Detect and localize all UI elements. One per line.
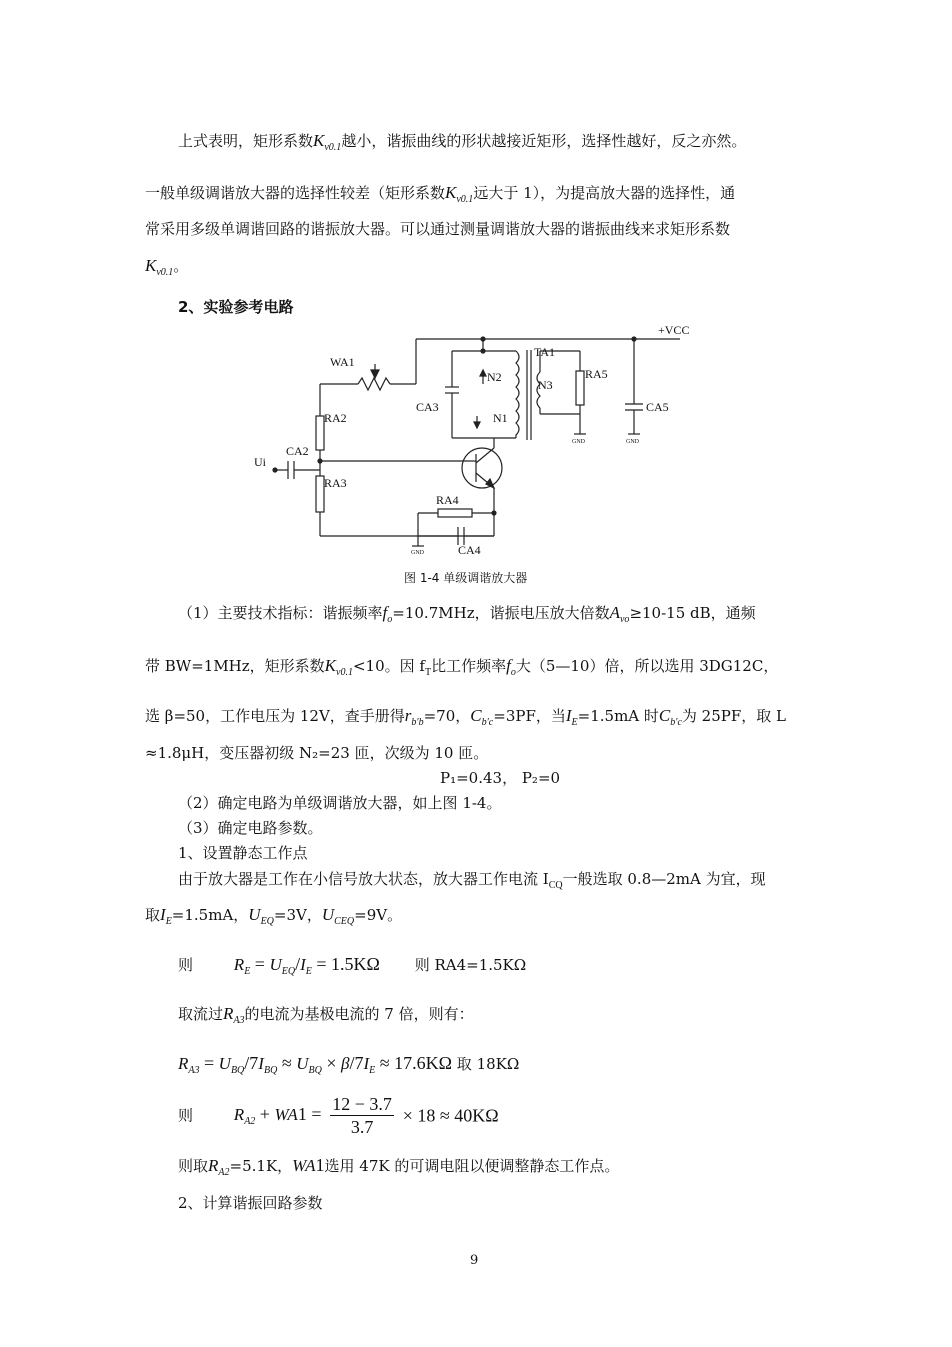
- label-ui: Ui: [254, 455, 266, 469]
- fraction: $\frac{12 - 3.7}{3.7}$: [332, 1094, 392, 1137]
- paragraph-line: 则取$R_{A2}=5.1K$，WA1选用 47K 的可调电阻以便调整静态工作点。: [178, 1155, 620, 1178]
- circuit-diagram: [240, 318, 700, 563]
- equation-line: 则 $R_E = U_{EQ}/I_E = 1.5K\Omega$ 则 RA4=1.5KΩ: [178, 954, 527, 977]
- paragraph-line: 常采用多级单调谐回路的谐振放大器。可以通过测量调谐放大器的谐振曲线来求矩形系数: [145, 220, 731, 238]
- label-gnd: GND: [572, 439, 585, 445]
- paragraph-line: ≈1.8μH，变压器初级 N₂=23 匝，次级为 10 匝。: [145, 744, 489, 762]
- label-n1: N1: [493, 411, 508, 425]
- paragraph-line: （2）确定电路为单级调谐放大器，如上图 1-4。: [178, 794, 502, 812]
- paragraph-line: 一般单级调谐放大器的选择性较差（矩形系数$K_{v0.1}$远大于 1），为提高放大器的选择性，通: [145, 183, 736, 205]
- paragraph-line: 2、计算谐振回路参数: [178, 1194, 323, 1212]
- paragraph-line: P₁=0.43， P₂=0: [440, 769, 561, 787]
- label-ra4: RA4: [436, 493, 459, 507]
- label-gnd: GND: [411, 550, 424, 556]
- paragraph-line: 选 β=50，工作电压为 12V，查手册得$r_{b'b}=70$，$C_{b'c}=3PF$，当$I_E=1.5mA$ 时$C_{b'c}$为 25PF，取 L: [145, 706, 786, 728]
- label-ca3: CA3: [416, 400, 439, 414]
- paragraph-line: 取流过$R_{A3}$的电流为基极电流的 7 倍，则有：: [178, 1004, 474, 1026]
- equation-line: $R_{A3} = U_{BQ}/7I_{BQ} \approx U_{BQ} \times \beta/7I_E \approx 17.6K\Omega$ 取 18KΩ: [178, 1053, 520, 1076]
- label-n3: N3: [538, 378, 553, 392]
- paragraph-line: （1）主要技术指标：谐振频率$f_o=10.7MHz$，谐振电压放大倍数$A_{vo}\ge 10-15$ dB，通频: [178, 603, 756, 625]
- paragraph-line: $K_{v0.1}$。: [145, 256, 189, 278]
- label-ra5: RA5: [585, 367, 608, 381]
- equation-line: 则 $R_{A2} + WA1$ = $\frac{12 - 3.7}{3.7}$ × 18 ≈ 40KΩ: [178, 1094, 499, 1137]
- paragraph-line: 1、设置静态工作点: [178, 844, 308, 862]
- label-vcc: +VCC: [658, 323, 690, 337]
- paragraph-line: （3）确定电路参数。: [178, 819, 323, 837]
- label-ra2: RA2: [324, 411, 347, 425]
- paragraph-line: 上式表明，矩形系数$K_{v0.1}$越小，谐振曲线的形状越接近矩形，选择性越好，反之亦然。: [178, 131, 747, 153]
- label-ca5: CA5: [646, 400, 669, 414]
- label-wa1: WA1: [330, 355, 355, 369]
- label-gnd: GND: [626, 439, 639, 445]
- label-n2: N2: [487, 370, 502, 384]
- label-ta1: TA1: [534, 345, 556, 359]
- paragraph-line: 取$I_E=1.5mA$，$U_{EQ}=3V$，$U_{CEQ}=9V$。: [145, 905, 403, 927]
- label-ra3: RA3: [324, 476, 347, 490]
- figure-caption: 图 1-4 单级调谐放大器: [404, 571, 528, 585]
- paragraph-line: 带 BW=1MHz，矩形系数$K_{v0.1}<10$。因 $f_T$比工作频率$f_o$大（5—10）倍，所以选用 3DG12C，: [145, 656, 779, 678]
- paragraph-line: 由于放大器是工作在小信号放大状态，放大器工作电流 $I_{CQ}$一般选取 0.8—2mA 为宜，现: [178, 870, 766, 891]
- label-ca4: CA4: [458, 543, 481, 557]
- label-ca2: CA2: [286, 444, 309, 458]
- section-heading: 2、实验参考电路: [178, 298, 294, 316]
- page-number: 9: [470, 1253, 479, 1268]
